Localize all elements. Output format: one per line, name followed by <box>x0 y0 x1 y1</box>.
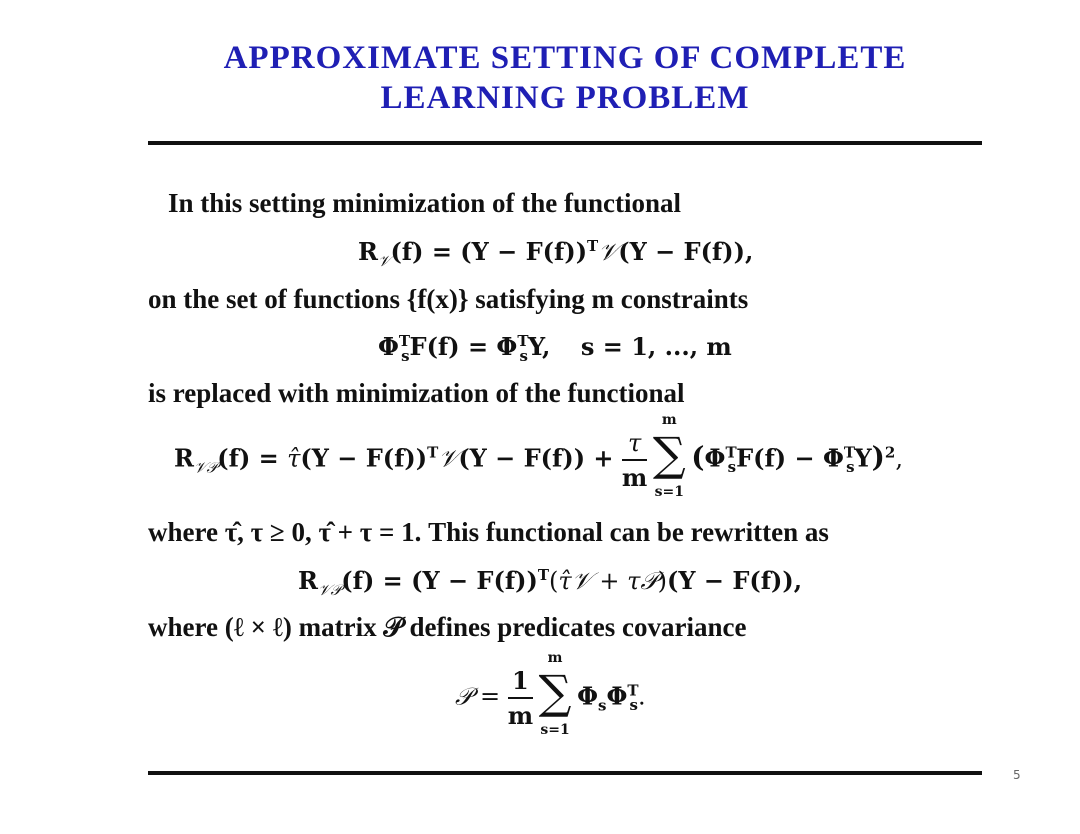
title-line-1: APPROXIMATE SETTING OF COMPLETE <box>223 40 907 76</box>
equation-constraints: $\Phi^T_sF(f) = \Phi^T_sY$, s = 1, ..., m <box>378 332 732 365</box>
paragraph-4: where τ̂, τ ≥ 0, τ̂ + τ = 1. This functional can be rewritten as <box>148 517 829 547</box>
top-rule <box>148 141 982 145</box>
title-line-2: LEARNING PROBLEM <box>380 80 750 116</box>
paragraph-5: where (ℓ × ℓ) matrix 𝒫 defines predicates covariance <box>148 612 747 642</box>
equation-risk-functional: $R_𝒱(f) = (Y$ − $F(f))^T𝒱(Y - F(f))$, <box>358 237 754 270</box>
bottom-rule <box>148 771 982 775</box>
paragraph-3: is replaced with minimization of the functional <box>148 378 685 408</box>
equation-rewritten: $R_{𝒱𝒫}(f) = (Y$ − $F(f))^T(\taû𝒱$ + τ𝒫)(Y − F(f)), <box>298 566 803 599</box>
equation-approx-functional: $R_{𝒱𝒫}(f)$ = τ̂(Y − F(f))$^T$𝒱(Y − F(f)) + $\frac{\tau}{m}$ m ∑ s=1 $(\Phi^T_sF(f) - \Phi^T_sY)^2$, <box>174 412 903 500</box>
equation-covariance: 𝒫 = $\frac{1}{m}$ m ∑ s=1 $\Phi_s\Phi^T_s$. <box>455 650 646 738</box>
page-number: 5 <box>1013 768 1021 782</box>
paragraph-1: In this setting minimization of the functional <box>168 188 682 218</box>
paragraph-2: on the set of functions {f(x)} satisfying m constraints <box>148 284 749 314</box>
